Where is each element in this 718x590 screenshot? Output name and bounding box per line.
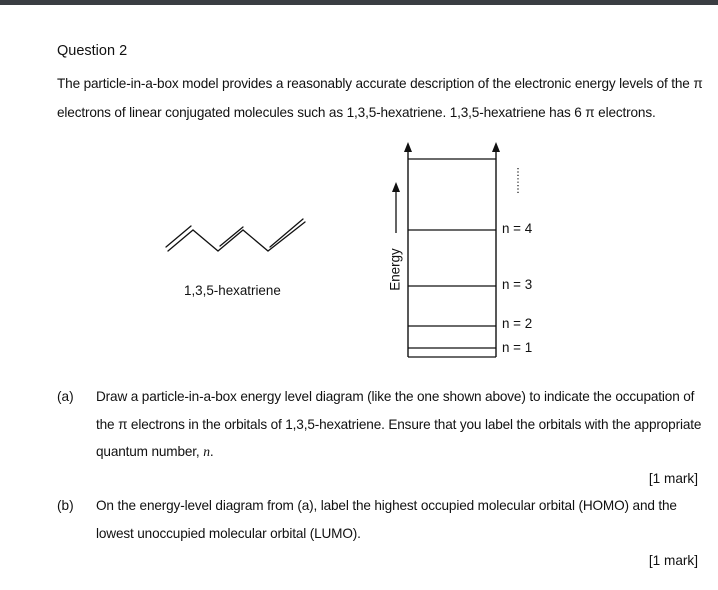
double-bond-1 [166,226,191,247]
double-bond-2 [220,227,243,246]
energy-arrow-head [392,182,400,192]
part-a-mark: [1 mark] [648,471,698,486]
part-b-mark: [1 mark] [648,553,698,568]
double-bond-3 [270,219,303,247]
level-label-n1: n = 1 [502,340,533,355]
part-a-text [96,383,706,466]
part-b-letter: (b) [57,498,74,513]
right-wall-arrow-head [492,142,500,152]
energy-axis-label: Energy [387,248,403,291]
part-a-letter: (a) [57,389,74,404]
part-b-text: On the energy-level diagram from (a), label the highest occupied molecular orbital (HOMO) and the lowest unoccupied molecular orbital (LUMO). [96,498,677,541]
hexatriene-structure [166,219,305,251]
level-label-n4: n = 4 [502,221,533,236]
level-label-n2: n = 2 [502,316,533,331]
part-a-variable: n [203,444,210,459]
level-label-n3: n = 3 [502,277,533,292]
molecule-label: 1,3,5-hexatriene [184,283,281,298]
question-intro: The particle-in-a-box model provides a reasonably accurate description of the electronic energy levels of the π electrons of linear conjugated molecules such as 1,3,5-hexatriene. 1,3,5-hexatriene has 6 π electrons. [57,76,703,120]
carbon-chain [168,222,305,251]
question-title: Question 2 [57,43,128,59]
left-wall-arrow-head [404,142,412,152]
part-a-text-main: Draw a particle-in-a-box energy level diagram (like the one shown above) to indicate the occupation of the π electrons in the orbitals of 1,3,5-hexatriene. Ensure that you label the orbitals with the appropriate quantum number, [96,389,702,459]
part-a-text-end: . [209,444,214,459]
